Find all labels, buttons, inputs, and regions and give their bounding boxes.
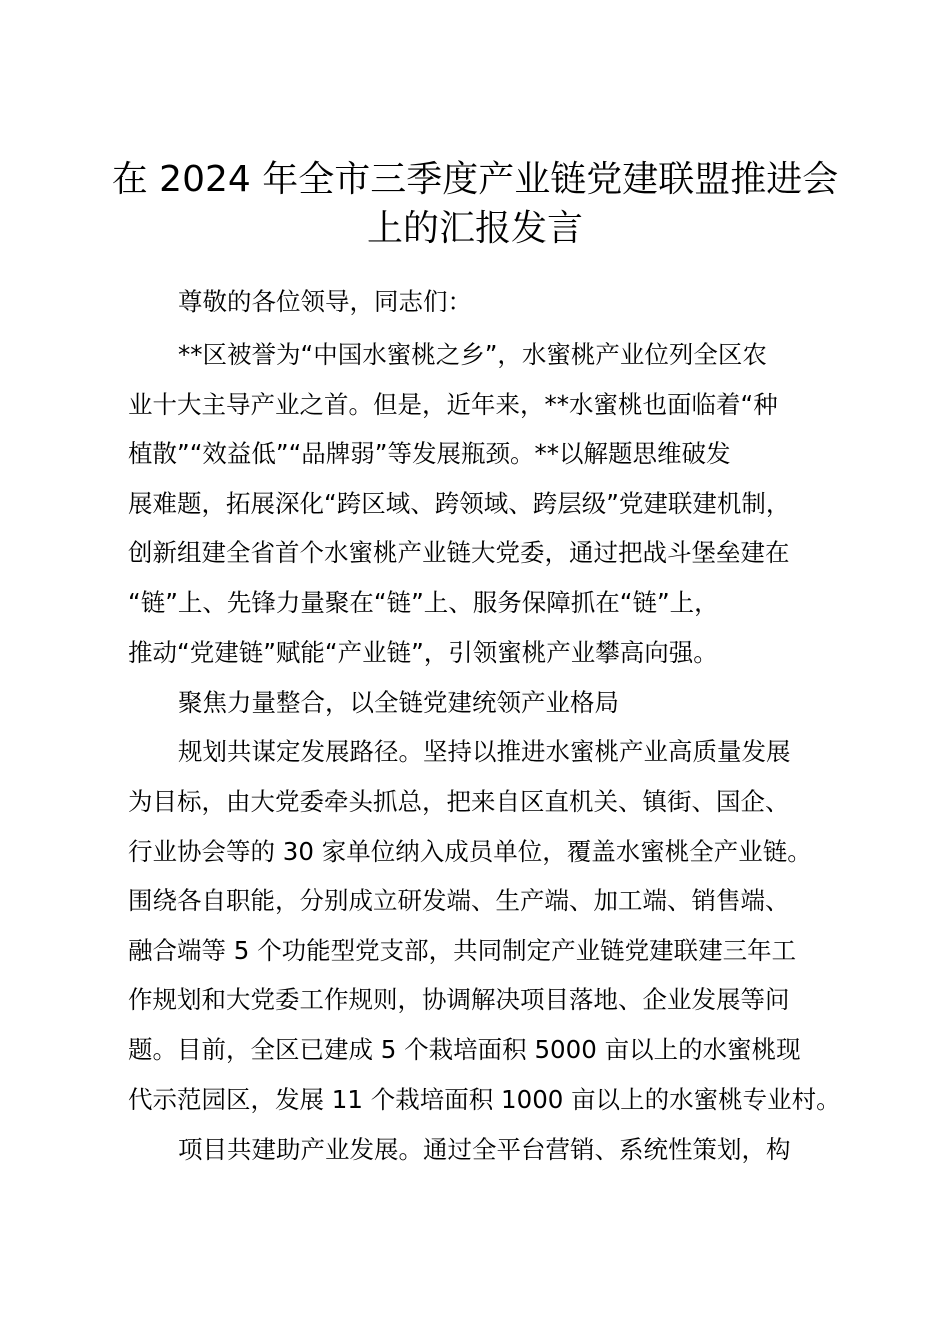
paragraph-line: 规划共谋定发展路径。坚持以推进水蜜桃产业高质量发展 bbox=[178, 737, 791, 766]
section-heading: 聚焦力量整合，以全链党建统领产业格局 bbox=[178, 688, 619, 717]
salutation: 尊敬的各位领导，同志们： bbox=[178, 287, 472, 316]
paragraph-line: 围绕各自职能，分别成立研发端、生产端、加工端、销售端、 bbox=[128, 886, 790, 915]
paragraph-line: “链”上、先锋力量聚在“链”上、服务保障抓在“链”上， bbox=[128, 588, 719, 617]
paragraph-line: 行业协会等的 30 家单位纳入成员单位，覆盖水蜜桃全产业链。 bbox=[128, 837, 812, 866]
paragraph-line: **区被誉为“中国水蜜桃之乡”，水蜜桃产业位列全区农 bbox=[178, 340, 767, 369]
paragraph-line: 业十大主导产业之首。但是，近年来，**水蜜桃也面临着“种 bbox=[128, 390, 778, 419]
paragraph-line: 作规划和大党委工作规则，协调解决项目落地、企业发展等问 bbox=[128, 985, 790, 1014]
paragraph-line: 融合端等 5 个功能型党支部，共同制定产业链党建联建三年工 bbox=[128, 936, 797, 965]
paragraph-line: 创新组建全省首个水蜜桃产业链大党委，通过把战斗堡垒建在 bbox=[128, 538, 790, 567]
document-title-line-2: 上的汇报发言 bbox=[366, 208, 583, 249]
document-title-line-1: 在 2024 年全市三季度产业链党建联盟推进会 bbox=[111, 159, 839, 200]
paragraph-line: 项目共建助产业发展。通过全平台营销、系统性策划，构 bbox=[178, 1135, 791, 1164]
paragraph-line: 推动“党建链”赋能“产业链”，引领蜜桃产业攀高向强。 bbox=[128, 638, 718, 667]
paragraph-line: 题。目前，全区已建成 5 个栽培面积 5000 亩以上的水蜜桃现 bbox=[128, 1035, 801, 1064]
paragraph-line: 展难题，拓展深化“跨区域、跨领域、跨层级”党建联建机制， bbox=[128, 489, 791, 518]
paragraph-line: 为目标，由大党委牵头抓总，把来自区直机关、镇街、国企、 bbox=[128, 787, 790, 816]
paragraph-line: 植散”“效益低”“品牌弱”等发展瓶颈。**以解题思维破发 bbox=[128, 439, 731, 468]
paragraph-line: 代示范园区，发展 11 个栽培面积 1000 亩以上的水蜜桃专业村。 bbox=[128, 1085, 841, 1114]
